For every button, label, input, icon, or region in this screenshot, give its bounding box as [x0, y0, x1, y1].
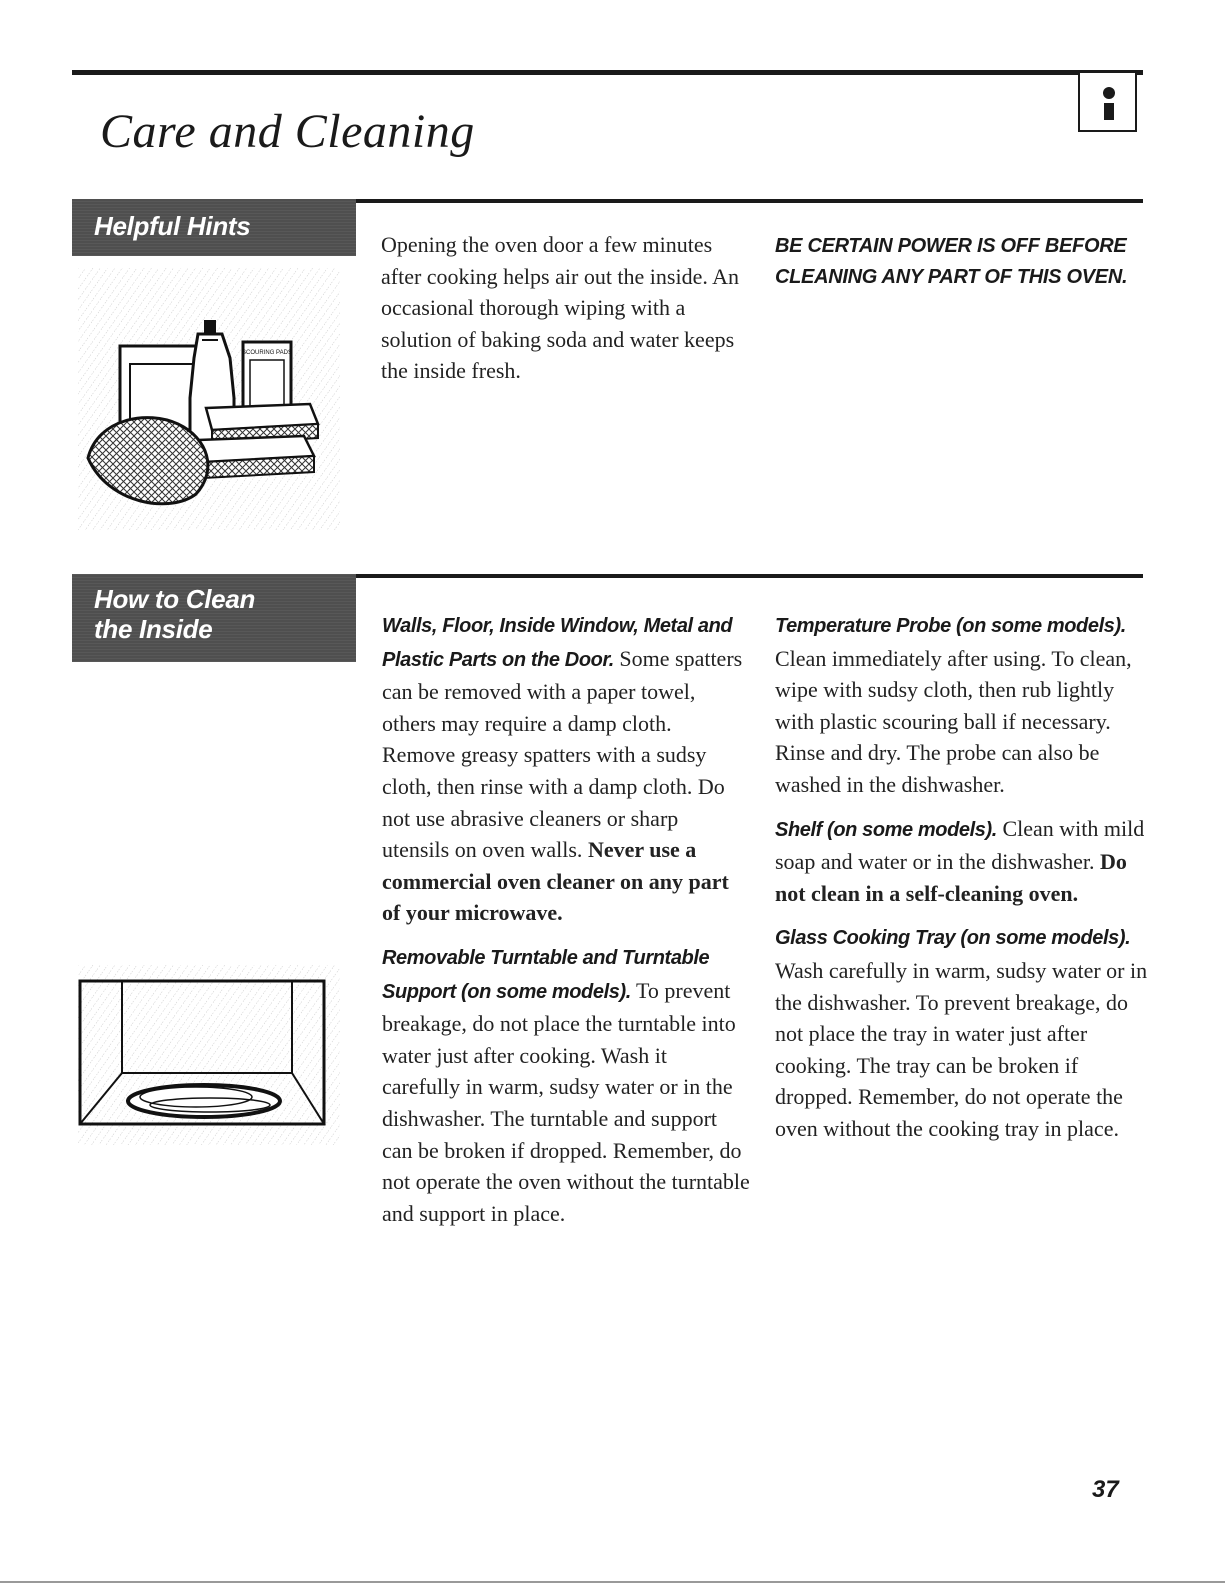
temperature-probe-heading: Temperature Probe (on some models). [775, 615, 1126, 637]
cleaning-supplies-illustration [78, 268, 340, 530]
oven-turntable-illustration [78, 965, 340, 1145]
walls-floor-heading: Walls, Floor, Inside Window, Metal and Plastic Parts on the Door. [382, 615, 733, 671]
turntable-icon [128, 1085, 280, 1117]
glass-tray-text: Wash carefully in warm, sudsy water or in the dishwasher. To prevent breakage, do not place the tray in water just after cooking. The tray can be broken if dropped. Remember, do not operate the oven without the cooking tray in place. [775, 957, 1148, 1141]
shelf-heading: Shelf (on some models). [775, 818, 997, 841]
turntable-item [382, 941, 750, 1229]
cleaning-column-right [775, 609, 1153, 1157]
helpful-hints-text [381, 229, 751, 399]
sponge-stack-icon [198, 404, 318, 478]
section-tab-line2: the Inside [94, 614, 213, 644]
walls-floor-item [382, 609, 750, 929]
helpful-hints-body: Opening the oven door a few minutes after cooking helps air out the inside. An occasional thorough wiping with a solution of baking soda and water keeps the inside fresh. [381, 232, 740, 384]
glass-tray-heading: Glass Cooking Tray (on some models). [775, 927, 1131, 950]
turntable-text: To prevent breakage, do not place the turntable into water just after cooking. Wash it carefully in warm, sudsy water or in the dishwasher. The turntable and support can be broken if dropped. Remember, do not operate the oven without the turntable and support in place. [382, 977, 750, 1226]
info-icon [1078, 73, 1137, 132]
power-off-warning: BE CERTAIN POWER IS OFF BEFORE CLEANING ANY PART OF THIS OVEN. [775, 235, 1128, 288]
section-tab-helpful-hints [72, 199, 356, 256]
walls-floor-warning: Never use a commercial oven cleaner on any part of your microwave. [382, 837, 729, 926]
section-tab-label: Helpful Hints [94, 211, 251, 241]
temperature-probe-text: Clean immediately after using. To clean, wipe with sudsy cloth, then rub lightly with plastic scouring ball if necessary. Rinse and dry. The probe can also be washed in the dishwasher. [775, 645, 1132, 797]
bottom-rule [0, 1581, 1225, 1583]
page-number: 37 [1092, 1476, 1119, 1503]
shelf-warning: Do not clean in a self-cleaning oven. [775, 849, 1127, 906]
info-icon-bar [1104, 103, 1114, 120]
top-rule [72, 70, 1143, 75]
svg-text:SCOURING PADS: SCOURING PADS [242, 350, 292, 356]
section-tab-how-to-clean [72, 574, 356, 662]
walls-floor-text: Some spatters can be removed with a paper towel, others may require a damp cloth. Remove greasy spatters with a sudsy cloth, then rinse with a damp cloth. Do not use abrasive cleaners or sharp utensils on oven walls. [382, 645, 743, 863]
shelf-text: Clean with mild soap and water or in the dishwasher. [775, 815, 1145, 875]
shelf-item [775, 813, 1153, 910]
temperature-probe-item [775, 609, 1153, 801]
section-tab-line1: How to Clean [94, 584, 256, 614]
page-title: Care and Cleaning [100, 105, 475, 158]
turntable-heading: Removable Turntable and Turntable Support (on some models). [382, 946, 710, 1003]
glass-tray-item [775, 921, 1153, 1144]
info-icon-dot [1103, 87, 1115, 99]
cleaning-column-left [382, 609, 750, 1241]
